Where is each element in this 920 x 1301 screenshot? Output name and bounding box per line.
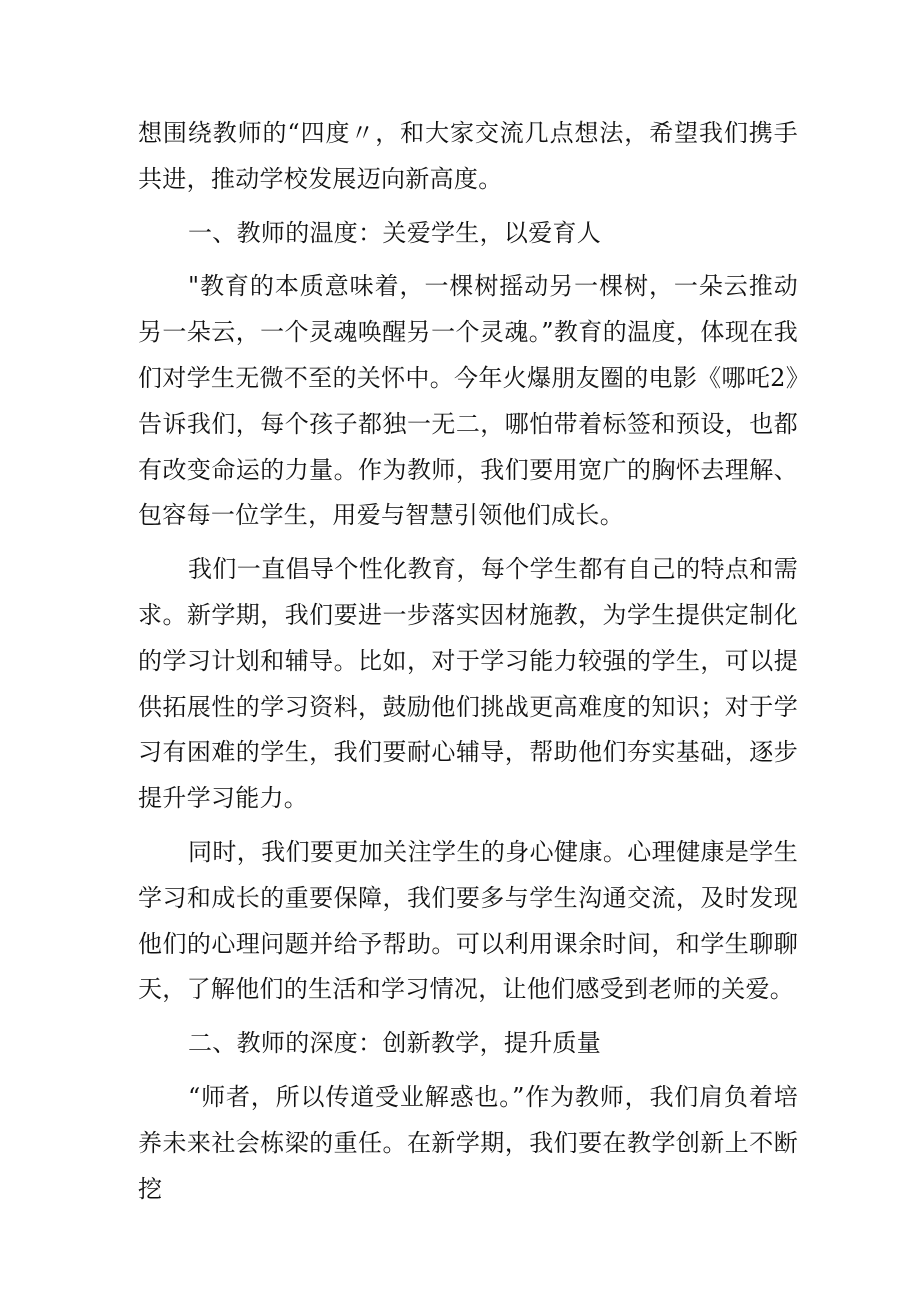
- paragraph-spacer: [138, 539, 798, 547]
- paragraph-mental-health: 同时，我们要更加关注学生的身心健康。心理健康是学生学习和成长的重要保障，我们要多与学生沟通交流，及时发现他们的心理问题并给予帮助。可以利用课余时间，和学生聊聊天，了解他们的生活和学习情况，让他们感受到老师的关爱。: [138, 837, 798, 1004]
- section-heading-warmth: 一、教师的温度：关爱学生，以爱育人: [188, 218, 602, 247]
- document-body: [138, 111, 798, 1212]
- paragraph-warmth-intro: "教育的本质意味着，一棵树摇动另一棵树，一朵云推动另一朵云，一个灵魂唤醒另一个灵魂。”教育的温度，体现在我们对学生无微不至的关怀中。今年火爆朋友圈的电影《哪吒2》告诉我们，每个孩子都独一无二，哪怕带着标签和预设，也都有改变命运的力量。作为教师，我们要用宽广的胸怀去理解、包容每一位学生，用爱与智慧引领他们成长。: [138, 272, 798, 530]
- paragraph-depth-intro: “师者，所以传道受业解惑也。”作为教师，我们肩负着培养未来社会栋梁的重任。在新学期，我们要在教学创新上不断挖: [138, 1082, 798, 1203]
- section-heading-depth: 二、教师的深度：创新教学，提升质量: [188, 1029, 602, 1058]
- paragraph-personalized-education: 我们一直倡导个性化教育，每个学生都有自己的特点和需求。新学期，我们要进一步落实因材施教，为学生提供定制化的学习计划和辅导。比如，对于学习能力较强的学生，可以提供拓展性的学习资料，鼓励他们挑战更高难度的知识；对于学习有困难的学生，我们要耐心辅导，帮助他们夯实基础，逐步提升学习能力。: [138, 555, 798, 813]
- paragraph-spacer: [138, 256, 798, 264]
- paragraph-spacer: [138, 822, 798, 830]
- paragraph-spacer: [138, 1013, 798, 1021]
- paragraph-continued: 想围绕教师的“四度〃，和大家交流几点想法，希望我们携手共进，推动学校发展迈向新高度。: [138, 119, 798, 193]
- paragraph-spacer: [138, 203, 798, 211]
- paragraph-spacer: [138, 1067, 798, 1075]
